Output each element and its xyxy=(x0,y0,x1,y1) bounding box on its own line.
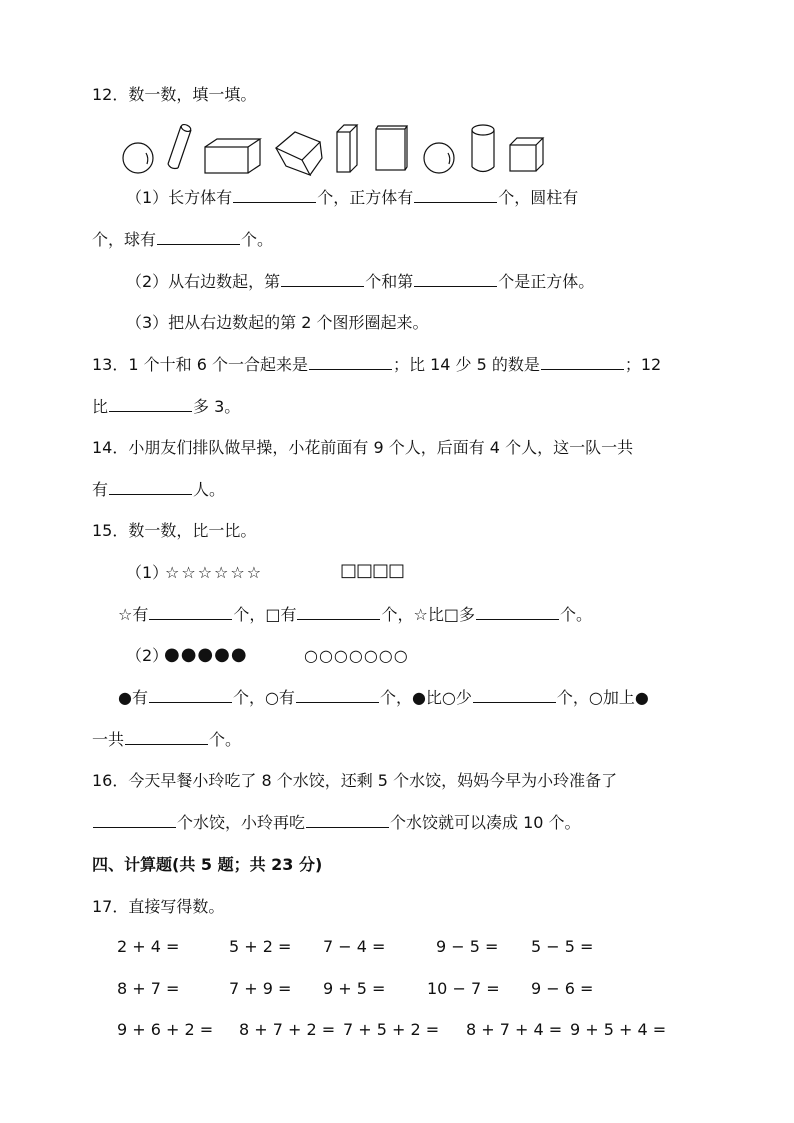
answer-blank[interactable] xyxy=(541,355,624,370)
sphere-icon xyxy=(123,143,153,173)
cuboid-flat-icon xyxy=(376,126,407,170)
q15-part2-label: （2） xyxy=(126,646,169,665)
equation: 2 + 4 = xyxy=(117,937,180,956)
cuboid-tall-icon xyxy=(337,125,357,172)
answer-blank[interactable] xyxy=(109,480,192,495)
equation: 8 + 7 + 2 = xyxy=(239,1020,336,1039)
equation: 10 − 7 = xyxy=(427,979,500,998)
q13-line2: 比 多 3。 xyxy=(92,397,241,416)
q14-line2: 有 人。 xyxy=(92,480,226,499)
cube-icon xyxy=(510,138,543,171)
q17-title: 17．直接写得数。 xyxy=(92,897,225,916)
filled-circles-row: ●●●●● xyxy=(164,644,248,665)
equation: 9 + 5 + 4 = xyxy=(570,1020,667,1039)
q12-part2: （2）从右边数起，第 个和第 个是正方体。 xyxy=(126,272,595,291)
q14-line1: 14．小朋友们排队做早操，小花前面有 9 个人，后面有 4 个人，这一队一共 xyxy=(92,438,634,457)
q15-part2-answer-line2: 一共 个。 xyxy=(92,730,242,749)
answer-blank[interactable] xyxy=(473,688,556,703)
sphere-icon xyxy=(424,143,454,173)
answer-blank[interactable] xyxy=(414,188,497,203)
answer-blank[interactable] xyxy=(149,605,232,620)
q15-part1-label: （1） xyxy=(126,563,169,582)
q15-part2-answer: ●有 个，○有 个，●比○少 个，○加上● xyxy=(118,688,649,707)
equation: 9 + 5 = xyxy=(323,979,386,998)
answer-blank[interactable] xyxy=(109,397,192,412)
section-4-title: 四、计算题(共 5 题；共 23 分) xyxy=(92,855,323,874)
q15-title: 15．数一数，比一比。 xyxy=(92,521,257,540)
answer-blank[interactable] xyxy=(281,272,364,287)
cuboid-icon xyxy=(205,139,260,173)
answer-blank[interactable] xyxy=(297,605,380,620)
equation: 9 + 6 + 2 = xyxy=(117,1020,214,1039)
answer-blank[interactable] xyxy=(125,730,208,745)
q16-line2: 个水饺，小玲再吃 个水饺就可以凑成 10 个。 xyxy=(92,813,581,833)
equation: 9 − 6 = xyxy=(531,979,594,998)
stars-row: ☆☆☆☆☆☆ xyxy=(165,563,264,582)
q12-part1-line2: 个，球有 个。 xyxy=(92,230,274,249)
q15-part1-answer: ☆有 个，□有 个，☆比□多 个。 xyxy=(118,605,592,624)
equation: 8 + 7 + 4 = xyxy=(466,1020,563,1039)
answer-blank[interactable] xyxy=(296,688,379,703)
answer-blank[interactable] xyxy=(157,230,240,245)
answer-blank[interactable] xyxy=(309,355,392,370)
equation: 8 + 7 = xyxy=(117,979,180,998)
q16-line1: 16．今天早餐小玲吃了 8 个水饺，还剩 5 个水饺，妈妈今早为小玲准备了 xyxy=(92,771,618,790)
squares-row: □□□□ xyxy=(340,560,405,581)
q12-part1-line1: （1）长方体有 个，正方体有 个，圆柱有 xyxy=(126,188,579,207)
answer-blank[interactable] xyxy=(233,188,316,203)
equation: 5 + 2 = xyxy=(229,937,292,956)
q13-line1: 13．1 个十和 6 个一合起来是 ；比 14 少 5 的数是 ；12 xyxy=(92,355,662,374)
hollow-circles-row: ○○○○○○○ xyxy=(304,646,409,665)
answer-blank[interactable] xyxy=(149,688,232,703)
answer-blank[interactable] xyxy=(414,272,497,287)
answer-blank[interactable] xyxy=(306,813,389,828)
cube-tilted-icon xyxy=(276,132,322,175)
q12-title: 12．数一数，填一填。 xyxy=(92,85,257,104)
shapes-row xyxy=(118,120,548,180)
cylinder-rod-icon xyxy=(168,123,192,168)
answer-blank[interactable] xyxy=(476,605,559,620)
cylinder-icon xyxy=(472,125,494,172)
equation: 9 − 5 = xyxy=(436,937,499,956)
equation: 7 − 4 = xyxy=(323,937,386,956)
equation: 5 − 5 = xyxy=(531,937,594,956)
equation: 7 + 9 = xyxy=(229,979,292,998)
equation: 7 + 5 + 2 = xyxy=(343,1020,440,1039)
q12-part3: （3）把从右边数起的第 2 个图形圈起来。 xyxy=(126,313,429,332)
answer-blank[interactable] xyxy=(93,813,176,828)
